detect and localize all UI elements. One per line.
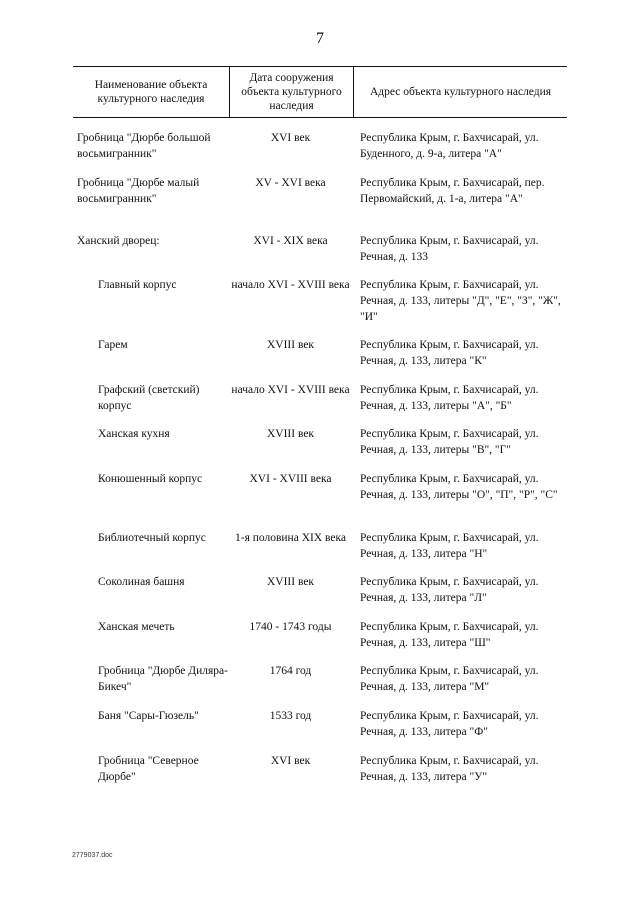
object-name: Гробница "Дюрбе малый восьмигранник" — [77, 177, 200, 205]
table-row — [73, 708, 567, 740]
object-date: XVIII век — [266, 428, 315, 440]
object-address: Республика Крым, г. Бахчисарай, ул. Речная, д. 133, литера "М" — [360, 665, 539, 693]
object-name: Графский (светский) корпус — [98, 384, 200, 412]
object-name: Ханская мечеть — [98, 621, 175, 633]
object-address: Республика Крым, г. Бахчисарай, ул. Буденного, д. 9-а, литера "А" — [360, 132, 539, 160]
table-row — [73, 619, 567, 651]
object-date: XV - XVI века — [255, 177, 326, 189]
object-address: Республика Крым, г. Бахчисарай, ул. Речная, д. 133, литера "Н" — [360, 532, 539, 560]
table-row — [73, 471, 567, 503]
object-name: Конюшенный корпус — [98, 473, 203, 485]
table-row — [73, 753, 567, 785]
table-row — [73, 663, 567, 695]
object-date: начало XVI - XVIII века — [231, 279, 350, 291]
object-name: Гарем — [98, 339, 128, 351]
object-name: Гробница "Дюрбе большой восьмигранник" — [77, 132, 211, 160]
object-date: 1533 год — [269, 710, 312, 722]
object-address: Республика Крым, г. Бахчисарай, ул. Речная, д. 133, литера "Л" — [360, 576, 539, 604]
object-name: Библиотечный корпус — [98, 532, 206, 544]
table-row — [73, 382, 567, 414]
object-date: начало XVI - XVIII века — [231, 384, 350, 396]
heritage-table — [73, 66, 567, 783]
object-address: Республика Крым, г. Бахчисарай, ул. Речная, д. 133, литеры "Д", "Е", "З", "Ж", "И" — [360, 279, 561, 323]
object-date: XVI век — [270, 132, 311, 144]
object-date: XVIII век — [266, 576, 315, 588]
object-name: Ханская кухня — [98, 428, 170, 440]
object-date: 1740 - 1743 годы — [249, 621, 332, 633]
object-address: Республика Крым, г. Бахчисарай, ул. Речная, д. 133 — [360, 235, 539, 263]
object-address: Республика Крым, г. Бахчисарай, ул. Речная, д. 133, литера "У" — [360, 755, 539, 783]
header-name: Наименование объекта культурного наследия — [73, 67, 230, 117]
table-row — [73, 426, 567, 458]
object-address: Республика Крым, г. Бахчисарай, ул. Речная, д. 133, литера "Ш" — [360, 621, 539, 649]
table-header — [73, 66, 567, 118]
object-name: Главный корпус — [98, 279, 177, 291]
object-address: Республика Крым, г. Бахчисарай, ул. Речная, д. 133, литеры "В", "Г" — [360, 428, 539, 456]
object-date: XVI - XIX века — [253, 235, 328, 247]
table-row — [73, 130, 567, 162]
header-address: Адрес объекта культурного наследия — [369, 86, 552, 98]
object-name: Соколиная башня — [98, 576, 185, 588]
table-row — [73, 337, 567, 369]
object-address: Республика Крым, г. Бахчисарай, ул. Речная, д. 133, литера "К" — [360, 339, 539, 367]
table-row — [73, 233, 567, 265]
table-row — [73, 277, 567, 325]
object-date: 1764 год — [269, 665, 312, 677]
object-name: Ханский дворец: — [77, 235, 160, 247]
object-date: 1-я половина XIX века — [234, 532, 346, 544]
object-name: Гробница "Дюрбе Диляра-Бикеч" — [98, 665, 228, 693]
table-row — [73, 175, 567, 207]
object-name: Гробница "Северное Дюрбе" — [98, 755, 199, 783]
object-address: Республика Крым, г. Бахчисарай, ул. Речная, д. 133, литеры "А", "Б" — [360, 384, 539, 412]
object-date: XVI - XVIII века — [249, 473, 332, 485]
table-row — [73, 574, 567, 606]
table-row — [73, 530, 567, 562]
document-code: 2779037.doc — [72, 852, 113, 859]
object-address: Республика Крым, г. Бахчисарай, ул. Речная, д. 133, литеры "О", "П", "Р", "С" — [360, 473, 558, 501]
object-name: Баня "Сары-Гюзель" — [98, 710, 199, 722]
object-address: Республика Крым, г. Бахчисарай, ул. Речная, д. 133, литера "Ф" — [360, 710, 539, 738]
header-date: Дата сооружения объекта культурного наследия — [230, 67, 354, 117]
object-date: XVIII век — [266, 339, 315, 351]
object-address: Республика Крым, г. Бахчисарай, пер. Первомайский, д. 1-а, литера "А" — [360, 177, 545, 205]
page-number: 7 — [316, 30, 324, 47]
object-date: XVI век — [270, 755, 311, 767]
